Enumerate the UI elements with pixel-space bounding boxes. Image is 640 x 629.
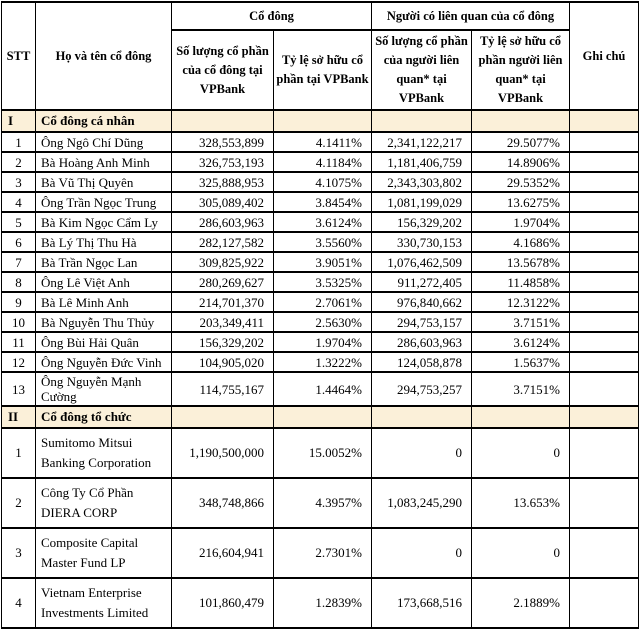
related-pct-cell: 29.5077% — [472, 132, 570, 152]
ownership-pct-cell: 2.7301% — [274, 528, 372, 578]
note-cell — [570, 312, 639, 332]
ownership-pct-cell: 2.7061% — [274, 292, 372, 312]
table-row — [2, 292, 639, 312]
section-title-cell: Cổ đông tổ chức — [36, 406, 172, 428]
shares-cell: 280,269,627 — [172, 272, 274, 292]
table-row — [2, 152, 639, 172]
note-cell — [570, 372, 639, 406]
section-empty-cell — [372, 110, 472, 132]
name-cell: Composite Capital Master Fund LP — [36, 528, 172, 578]
stt-cell: 12 — [2, 352, 36, 372]
shares-cell: 214,701,370 — [172, 292, 274, 312]
related-pct-cell: 4.1686% — [472, 232, 570, 252]
section-id-cell: I — [2, 110, 36, 132]
table-row — [2, 372, 639, 406]
related-pct-cell: 12.3122% — [472, 292, 570, 312]
stt-cell: 4 — [2, 578, 36, 628]
table-body — [2, 110, 639, 628]
related-shares-cell: 330,730,153 — [372, 232, 472, 252]
name-cell: Ông Bùi Hải Quân — [36, 332, 172, 352]
related-shares-cell: 1,083,245,290 — [372, 478, 472, 528]
related-shares-cell: 1,076,462,509 — [372, 252, 472, 272]
related-shares-cell: 2,341,122,217 — [372, 132, 472, 152]
name-cell: Bà Lý Thị Thu Hà — [36, 232, 172, 252]
name-cell: Công Ty Cổ Phần DIERA CORP — [36, 478, 172, 528]
note-cell — [570, 528, 639, 578]
note-cell — [570, 428, 639, 478]
section-empty-cell — [570, 110, 639, 132]
name-cell: Bà Hoàng Anh Minh — [36, 152, 172, 172]
related-shares-cell: 0 — [372, 428, 472, 478]
ownership-pct-cell: 3.5560% — [274, 232, 372, 252]
related-pct-cell: 13.653% — [472, 478, 570, 528]
table-row — [2, 252, 639, 272]
ownership-pct-cell: 3.5325% — [274, 272, 372, 292]
ownership-pct-cell: 1.3222% — [274, 352, 372, 372]
note-cell — [570, 352, 639, 372]
name-cell: Bà Kim Ngọc Cẩm Ly — [36, 212, 172, 232]
related-pct-cell: 2.1889% — [472, 578, 570, 628]
section-empty-cell — [172, 110, 274, 132]
related-shares-cell: 124,058,878 — [372, 352, 472, 372]
name-cell: Ông Ngô Chí Dũng — [36, 132, 172, 152]
table-row — [2, 272, 639, 292]
related-pct-cell: 3.7151% — [472, 372, 570, 406]
related-pct-cell: 1.5637% — [472, 352, 570, 372]
stt-cell: 7 — [2, 252, 36, 272]
shareholder-table — [1, 1, 639, 629]
ownership-pct-cell: 3.9051% — [274, 252, 372, 272]
ownership-pct-cell: 1.9704% — [274, 332, 372, 352]
note-cell — [570, 478, 639, 528]
table-row — [2, 352, 639, 372]
related-pct-cell: 3.6124% — [472, 332, 570, 352]
stt-cell: 11 — [2, 332, 36, 352]
table-row — [2, 332, 639, 352]
section-header-row — [2, 110, 639, 132]
related-pct-cell: 11.4858% — [472, 272, 570, 292]
section-empty-cell — [274, 110, 372, 132]
table-row — [2, 132, 639, 152]
stt-cell: 1 — [2, 428, 36, 478]
related-shares-cell: 173,668,516 — [372, 578, 472, 628]
ownership-pct-cell: 2.5630% — [274, 312, 372, 332]
stt-cell: 9 — [2, 292, 36, 312]
stt-cell: 6 — [2, 232, 36, 252]
stt-cell: 8 — [2, 272, 36, 292]
shares-cell: 309,825,922 — [172, 252, 274, 272]
note-cell — [570, 272, 639, 292]
related-pct-cell: 14.8906% — [472, 152, 570, 172]
related-pct-cell: 3.7151% — [472, 312, 570, 332]
header-note: Ghi chú — [570, 2, 639, 110]
shares-cell: 348,748,866 — [172, 478, 274, 528]
name-cell: Vietnam Enterprise Investments Limited — [36, 578, 172, 628]
name-cell: Bà Vũ Thị Quyên — [36, 172, 172, 192]
section-empty-cell — [570, 406, 639, 428]
stt-cell: 4 — [2, 192, 36, 212]
shares-cell: 101,860,479 — [172, 578, 274, 628]
note-cell — [570, 332, 639, 352]
note-cell — [570, 292, 639, 312]
related-shares-cell: 911,272,405 — [372, 272, 472, 292]
related-pct-cell: 0 — [472, 428, 570, 478]
header-name: Họ và tên cổ đông — [36, 2, 172, 110]
shares-cell: 325,888,953 — [172, 172, 274, 192]
related-pct-cell: 0 — [472, 528, 570, 578]
note-cell — [570, 132, 639, 152]
note-cell — [570, 578, 639, 628]
shares-cell: 326,753,193 — [172, 152, 274, 172]
ownership-pct-cell: 4.1184% — [274, 152, 372, 172]
table-row — [2, 232, 639, 252]
table-row — [2, 172, 639, 192]
ownership-pct-cell: 4.1411% — [274, 132, 372, 152]
table-row — [2, 312, 639, 332]
section-empty-cell — [372, 406, 472, 428]
ownership-pct-cell: 1.4464% — [274, 372, 372, 406]
shares-cell: 286,603,963 — [172, 212, 274, 232]
table-row — [2, 428, 639, 478]
header-pct-related: Tỷ lệ sở hữu cổ phần người liên quan* tại VPBank — [472, 30, 570, 110]
shares-cell: 156,329,202 — [172, 332, 274, 352]
shares-cell: 305,089,402 — [172, 192, 274, 212]
name-cell: Ông Lê Việt Anh — [36, 272, 172, 292]
note-cell — [570, 252, 639, 272]
header-shares-holder: Số lượng cổ phần của cổ đông tại VPBank — [172, 30, 274, 110]
header-pct-holder: Tỷ lệ sở hữu cổ phần tại VPBank — [274, 30, 372, 110]
shares-cell: 114,755,167 — [172, 372, 274, 406]
shares-cell: 328,553,899 — [172, 132, 274, 152]
related-shares-cell: 2,343,303,802 — [372, 172, 472, 192]
note-cell — [570, 232, 639, 252]
shares-cell: 104,905,020 — [172, 352, 274, 372]
related-shares-cell: 1,181,406,759 — [372, 152, 472, 172]
note-cell — [570, 192, 639, 212]
related-pct-cell: 13.6275% — [472, 192, 570, 212]
header-group-related: Người có liên quan của cổ đông — [372, 2, 570, 30]
ownership-pct-cell: 3.8454% — [274, 192, 372, 212]
table-row — [2, 212, 639, 232]
stt-cell: 3 — [2, 528, 36, 578]
note-cell — [570, 212, 639, 232]
header-group-row — [2, 2, 639, 30]
shares-cell: 203,349,411 — [172, 312, 274, 332]
header-group-shareholder: Cổ đông — [172, 2, 372, 30]
header-stt: STT — [2, 2, 36, 110]
header-shares-related: Số lượng cổ phần của người liên quan* tại VPBank — [372, 30, 472, 110]
note-cell — [570, 172, 639, 192]
shares-cell: 1,190,500,000 — [172, 428, 274, 478]
table-row — [2, 478, 639, 528]
name-cell: Bà Nguyễn Thu Thủy — [36, 312, 172, 332]
table-row — [2, 528, 639, 578]
related-shares-cell: 0 — [372, 528, 472, 578]
section-empty-cell — [472, 406, 570, 428]
note-cell — [570, 152, 639, 172]
section-empty-cell — [472, 110, 570, 132]
ownership-pct-cell: 3.6124% — [274, 212, 372, 232]
shares-cell: 282,127,582 — [172, 232, 274, 252]
section-header-row — [2, 406, 639, 428]
related-pct-cell: 29.5352% — [472, 172, 570, 192]
name-cell: Sumitomo Mitsui Banking Corporation — [36, 428, 172, 478]
section-title-cell: Cổ đông cá nhân — [36, 110, 172, 132]
table-row — [2, 578, 639, 628]
related-shares-cell: 286,603,963 — [372, 332, 472, 352]
stt-cell: 1 — [2, 132, 36, 152]
shares-cell: 216,604,941 — [172, 528, 274, 578]
ownership-pct-cell: 1.2839% — [274, 578, 372, 628]
related-shares-cell: 976,840,662 — [372, 292, 472, 312]
section-empty-cell — [274, 406, 372, 428]
stt-cell: 13 — [2, 372, 36, 406]
section-id-cell: II — [2, 406, 36, 428]
related-pct-cell: 1.9704% — [472, 212, 570, 232]
ownership-pct-cell: 4.3957% — [274, 478, 372, 528]
related-pct-cell: 13.5678% — [472, 252, 570, 272]
name-cell: Bà Trần Ngọc Lan — [36, 252, 172, 272]
stt-cell: 2 — [2, 152, 36, 172]
related-shares-cell: 156,329,202 — [372, 212, 472, 232]
stt-cell: 5 — [2, 212, 36, 232]
ownership-pct-cell: 4.1075% — [274, 172, 372, 192]
name-cell: Ông Nguyễn Mạnh Cường — [36, 372, 172, 406]
name-cell: Ông Trần Ngọc Trung — [36, 192, 172, 212]
table-header — [2, 2, 639, 110]
related-shares-cell: 1,081,199,029 — [372, 192, 472, 212]
related-shares-cell: 294,753,257 — [372, 372, 472, 406]
name-cell: Bà Lê Minh Anh — [36, 292, 172, 312]
table-row — [2, 192, 639, 212]
stt-cell: 3 — [2, 172, 36, 192]
stt-cell: 2 — [2, 478, 36, 528]
ownership-pct-cell: 15.0052% — [274, 428, 372, 478]
stt-cell: 10 — [2, 312, 36, 332]
related-shares-cell: 294,753,157 — [372, 312, 472, 332]
section-empty-cell — [172, 406, 274, 428]
name-cell: Ông Nguyễn Đức Vinh — [36, 352, 172, 372]
